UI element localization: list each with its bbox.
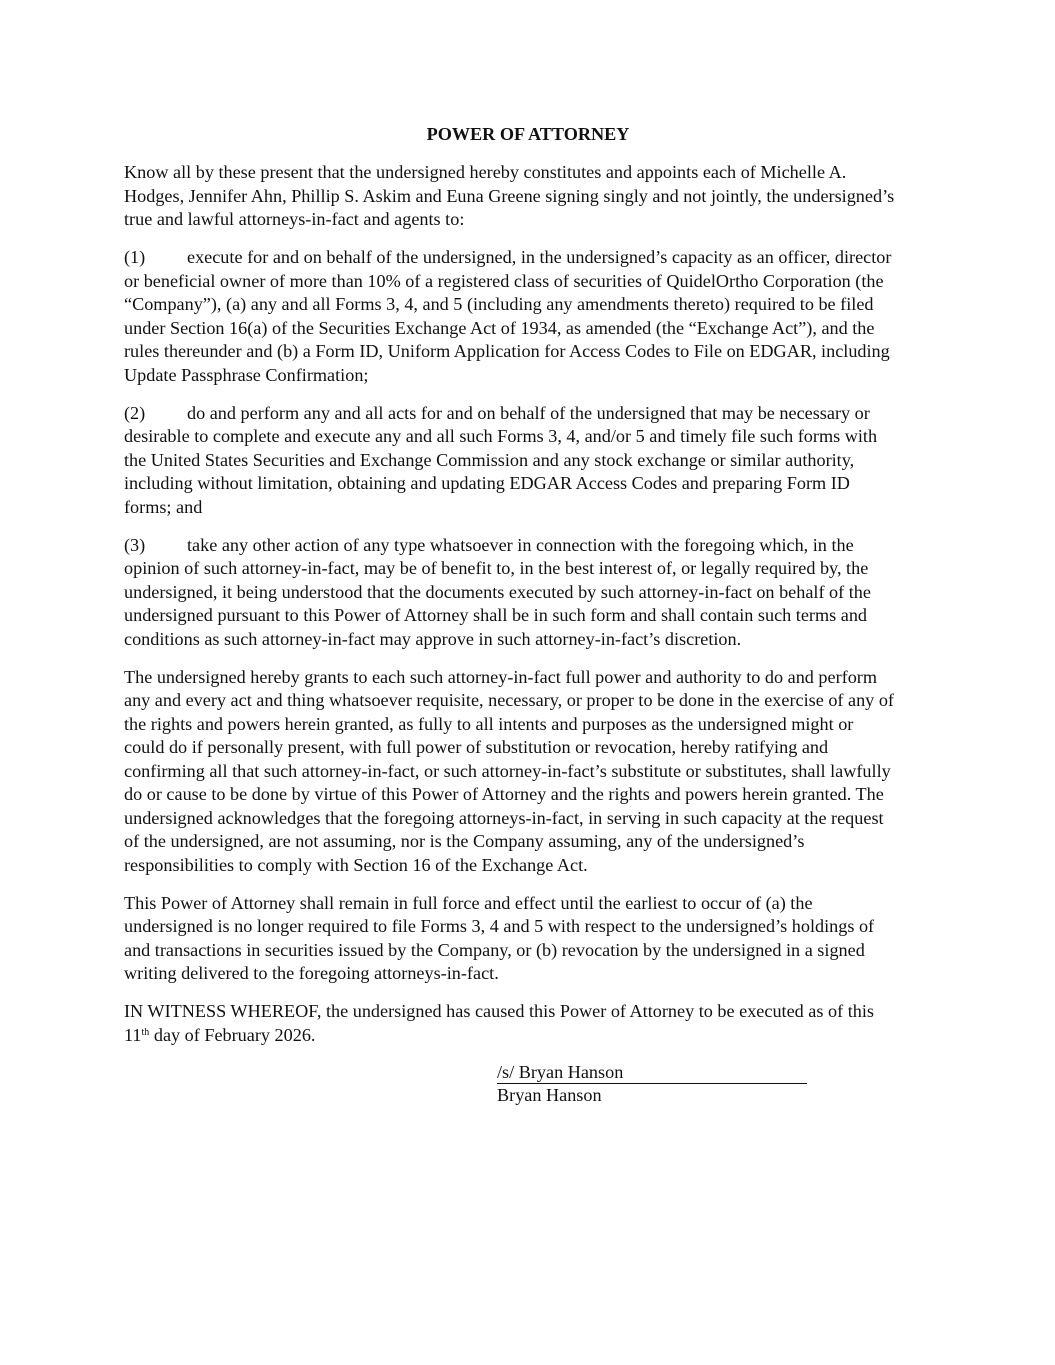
item-number: (2) <box>124 402 146 423</box>
paragraph-line: including without limitation, obtaining and updating EDGAR Access Codes and preparing Form ID <box>124 473 850 493</box>
signature-block <box>497 1062 944 1108</box>
paragraph <box>124 666 944 878</box>
document-title: POWER OF ATTORNEY <box>426 124 630 144</box>
numbered-paragraph <box>124 246 944 387</box>
paragraph-line: Know all by these present that the undersigned hereby constitutes and appoints each of Michelle A. <box>124 162 847 182</box>
paragraph <box>124 161 944 232</box>
paragraph-line: any and every act and thing whatsoever requisite, necessary, or proper to be done in the exercise of any of <box>124 690 894 710</box>
paragraph-line: opinion of such attorney-in-fact, may be of benefit to, in the best interest of, or legally required by, the <box>124 558 869 578</box>
paragraph-line: The undersigned hereby grants to each such attorney-in-fact full power and authority to do and perform <box>124 666 878 687</box>
paragraph-line: Update Passphrase Confirmation; <box>124 364 369 385</box>
paragraph-line: IN WITNESS WHEREOF, the undersigned has caused this Power of Attorney to be executed as of this <box>124 1001 874 1021</box>
numbered-paragraph <box>124 402 944 520</box>
paragraph-line: under Section 16(a) of the Securities Exchange Act of 1934, as amended (the “Exchange Act”), and the <box>124 317 875 338</box>
paragraph-line: undersigned is no longer required to file Forms 3, 4 and 5 with respect to the undersigned’s holdings of <box>124 916 875 936</box>
day-suffix: th <box>141 1026 150 1038</box>
paragraph-line: undersigned acknowledges that the foregoing attorneys-in-fact, in serving in such capacity at the request <box>124 807 884 828</box>
item-number: (3) <box>124 534 146 555</box>
paragraph-line: writing delivered to the foregoing attorneys-in-fact. <box>124 963 499 983</box>
signer-name: Bryan Hanson <box>497 1084 602 1105</box>
paragraph-line: of the undersigned, are not assuming, nor is the Company assuming, any of the undersigned’s <box>124 831 805 851</box>
paragraph <box>124 892 944 986</box>
paragraph-line <box>124 246 944 270</box>
paragraph-line: responsibilities to comply with Section 16 of the Exchange Act. <box>124 854 588 875</box>
paragraph-line: This Power of Attorney shall remain in full force and effect until the earliest to occur of (a) the <box>124 892 813 913</box>
paragraph-line: do or cause to be done by virtue of this Power of Attorney and the rights and powers herein granted. The <box>124 784 884 804</box>
execution-date <box>124 1024 944 1048</box>
paragraph-line <box>124 534 944 558</box>
paragraph-line: the United States Securities and Exchange Commission and any stock exchange or similar authority, <box>124 449 855 470</box>
line-text: do and perform any and all acts for and on behalf of the undersigned that may be necessary or <box>187 402 870 423</box>
line-text: execute for and on behalf of the undersigned, in the undersigned’s capacity as an officer, director <box>187 247 892 267</box>
day: 11 <box>124 1024 142 1045</box>
numbered-paragraph <box>124 534 944 652</box>
document <box>124 123 944 1107</box>
paragraph-line: undersigned, it being understood that the documents executed by such attorney-in-fact on behalf of the <box>124 581 871 602</box>
witness-paragraph <box>124 1000 944 1047</box>
signature-line: /s/ Bryan Hanson <box>497 1062 807 1084</box>
line-text: take any other action of any type whatsoever in connection with the foregoing which, in the <box>187 534 854 555</box>
item-number: (1) <box>124 247 146 267</box>
paragraph-line: Hodges, Jennifer Ahn, Phillip S. Askim and Euna Greene signing singly and not jointly, the undersigned’s <box>124 185 895 206</box>
paragraph-line: confirming all that such attorney-in-fact, or such attorney-in-fact’s substitute or substitutes, shall lawfully <box>124 760 891 781</box>
paragraph-line: rules thereunder and (b) a Form ID, Uniform Application for Access Codes to File on EDGAR, including <box>124 341 890 361</box>
paragraph-line: true and lawful attorneys-in-fact and agents to: <box>124 209 465 229</box>
paragraph-line: or beneficial owner of more than 10% of a registered class of securities of QuidelOrtho Corporation (the <box>124 270 884 291</box>
paragraph-line <box>124 402 944 426</box>
paragraph-line: undersigned pursuant to this Power of Attorney shall be in such form and shall contain such terms and <box>124 605 868 625</box>
date-rest: day of February 2026. <box>149 1024 316 1045</box>
paragraph-line: and transactions in securities issued by the Company, or (b) revocation by the undersigned in a signed <box>124 939 865 960</box>
paragraph-line: conditions as such attorney-in-fact may approve in such attorney-in-fact’s discretion. <box>124 628 742 649</box>
paragraph-line: forms; and <box>124 496 203 517</box>
paragraph-line: desirable to complete and execute any and all such Forms 3, 4, and/or 5 and timely file such forms with <box>124 426 878 446</box>
paragraph-line: could do if personally present, with full power of substitution or revocation, hereby ratifying and <box>124 737 829 757</box>
paragraph-line: the rights and powers herein granted, as fully to all intents and purposes as the undersigned might or <box>124 713 854 734</box>
paragraph-line: “Company”), (a) any and all Forms 3, 4, and 5 (including any amendments thereto) required to be filed <box>124 294 874 314</box>
